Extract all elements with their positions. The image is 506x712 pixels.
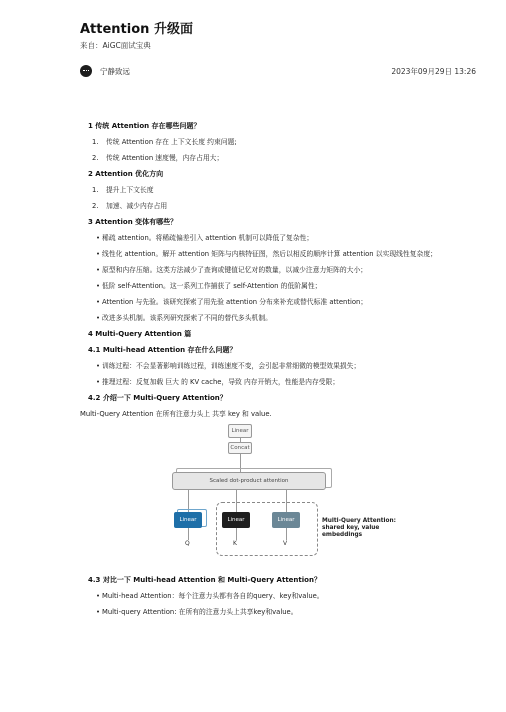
list-number: 1.	[92, 138, 99, 146]
section-heading-1: 1 传统 Attention 存在哪些问题？	[88, 122, 201, 130]
author-name[interactable]: 宁静致远	[100, 67, 130, 76]
section-heading-3: 3 Attention 变体有哪些？	[88, 218, 178, 226]
list-item: • 训练过程：不会显著影响训练过程，训练速度不变，会引起非常细微的模型效果损失；	[96, 362, 361, 370]
list-item: • 改进多头机制。该系列研究探索了不同的替代多头机制。	[96, 314, 272, 322]
list-item: 2. 加速、减少内存占用	[88, 198, 488, 214]
label-k: K	[233, 540, 237, 547]
list-item: 2. 传统 Attention 速度慢，内存占用大；	[88, 150, 488, 166]
section-heading-4-3: 4.3 对比一下 Multi-head Attention 和 Multi-Query Attention？	[88, 576, 321, 584]
list-item: • 原型和内存压缩。这类方法减少了查询或键值记忆对的数量，以减少注意力矩阵的大小；	[96, 266, 368, 274]
bullet-list-3	[88, 230, 488, 326]
concat-box: Concat	[228, 442, 252, 454]
bullet-list-4-1	[88, 358, 488, 390]
list-item: • Multi-query Attention: 在所有的注意力头上共享key和value。	[96, 608, 298, 616]
connector	[188, 528, 189, 540]
linear-k-box: Linear	[222, 512, 250, 528]
mqa-diagram	[168, 418, 398, 558]
linear-output-box: Linear	[228, 424, 252, 438]
avatar[interactable]	[80, 65, 92, 77]
list-item: 1. 提升上下文长度	[88, 182, 488, 198]
list-item: • 低阶 self-Attention。这一系列工作捕获了 self-Attention 的低阶属性；	[96, 282, 322, 290]
shared-kv-group	[216, 502, 318, 556]
label-q: Q	[185, 540, 190, 547]
section-heading-4-2: 4.2 介绍一下 Multi-Query Attention？	[88, 394, 227, 402]
linear-q-box: Linear	[174, 512, 202, 528]
source-line: 来自：AiGC面试宝典	[80, 41, 151, 50]
ordered-list-2	[88, 182, 488, 214]
list-item: • 线性化 attention。解开 attention 矩阵与内核特征图，然后以相反的顺序计算 attention 以实现线性复杂度；	[96, 250, 437, 258]
list-number: 1.	[92, 186, 99, 194]
ordered-list-1	[88, 134, 488, 166]
list-item: • 稀疏 attention。将稀疏偏差引入 attention 机制可以降低了复杂性；	[96, 234, 314, 242]
list-item: • 推理过程：反复加载 巨大 的 KV cache，导致 内存开销大，性能是内存受限；	[96, 378, 340, 386]
list-item: • Multi-head Attention：每个注意力头都有各自的query、key和value。	[96, 592, 324, 600]
paragraph-4-2: Multi-Query Attention 在所有注意力头上 共享 key 和 value.	[80, 410, 272, 418]
list-item: • Attention 与先验。该研究探索了用先验 attention 分布来补充或替代标准 attention；	[96, 298, 368, 306]
section-heading-4-1: 4.1 Multi-head Attention 存在什么问题？	[88, 346, 237, 354]
page-title: Attention 升级面	[80, 22, 193, 37]
sdpa-box: Scaled dot-product attention	[172, 472, 326, 490]
publish-date: 2023年09月29日 13:26	[391, 67, 476, 76]
bullet-list-4-3	[88, 588, 488, 620]
author-row	[80, 64, 476, 80]
list-number: 2.	[92, 154, 99, 162]
diagram-note: Multi-Query Attention: shared key, value embeddings	[322, 518, 396, 538]
label-v: V	[283, 540, 288, 547]
list-item: 1. 传统 Attention 存在 上下文长度 约束问题;	[88, 134, 488, 150]
section-heading-2: 2 Attention 优化方向	[88, 170, 164, 178]
section-heading-4: 4 Multi-Query Attention 篇	[88, 330, 192, 338]
linear-v-box: Linear	[272, 512, 300, 528]
list-number: 2.	[92, 202, 99, 210]
